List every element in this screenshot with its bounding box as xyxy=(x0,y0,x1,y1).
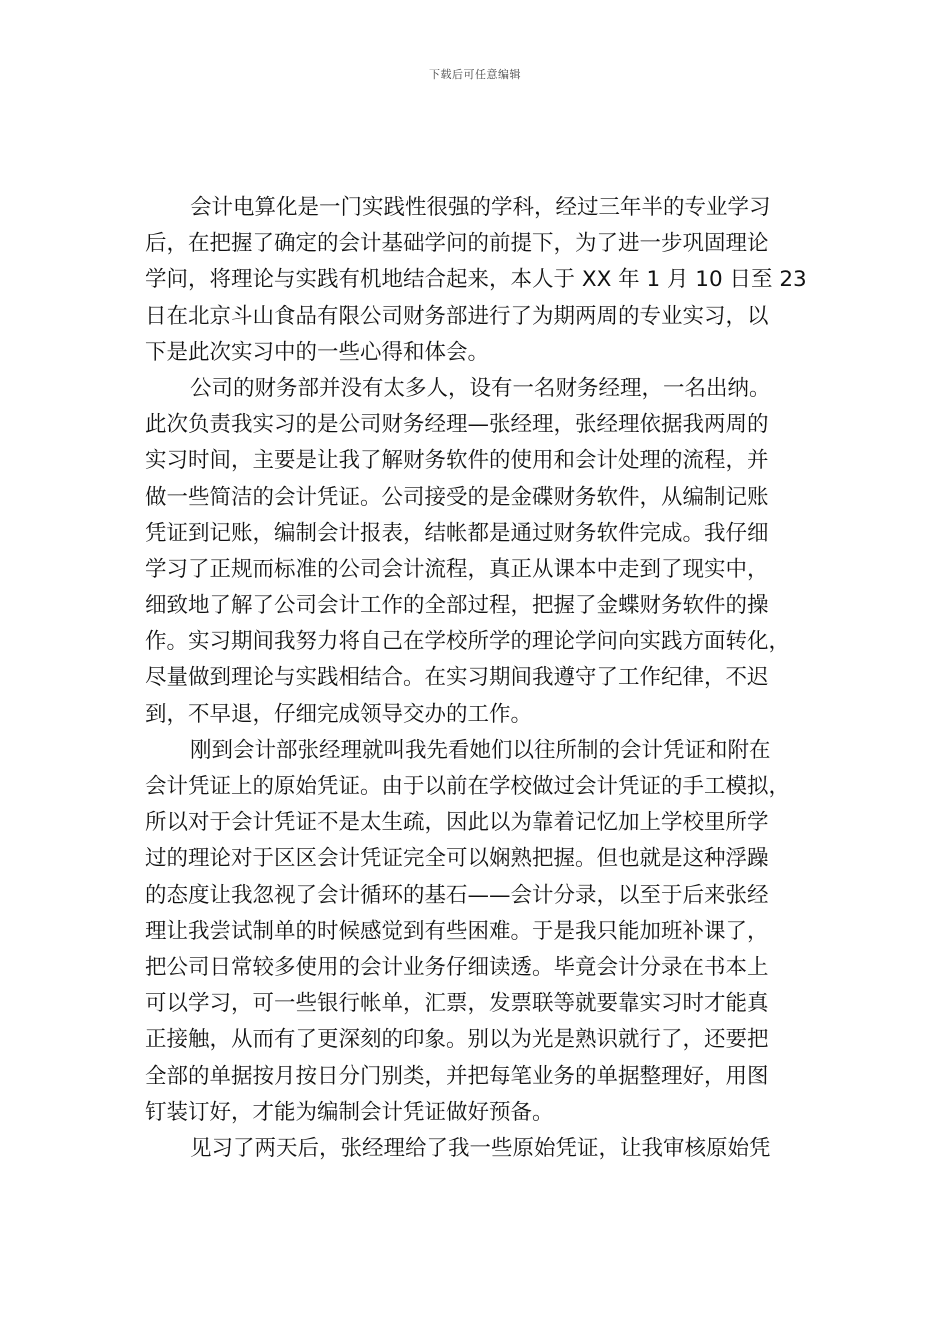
paragraph-4 xyxy=(145,1131,825,1167)
paragraph-line: 全部的单据按月按日分门别类，并把每笔业务的单据整理好，用图 xyxy=(145,1063,769,1089)
paragraph-line: 学问，将理论与实践有机地结合起来，本人于 XX 年 1 月 10 日至 23 xyxy=(145,267,807,293)
paragraph-line: 学习了正规而标准的公司会计流程，真正从课本中走到了现实中， xyxy=(145,556,769,582)
paragraph-line: 过的理论对于区区会计凭证完全可以娴熟把握。但也就是这种浮躁 xyxy=(145,846,769,872)
paragraph-line: 凭证到记账，编制会计报表，结帐都是通过财务软件完成。我仔细 xyxy=(145,520,769,546)
paragraph-line: 此次负责我实习的是公司财务经理—张经理，张经理依据我两周的 xyxy=(145,412,769,438)
paragraph-line: 见习了两天后，张经理给了我一些原始凭证，让我审核原始凭 xyxy=(190,1135,771,1161)
paragraph-line: 到，不早退，仔细完成领导交办的工作。 xyxy=(145,701,533,727)
paragraph-line: 做一些简洁的会计凭证。公司接受的是金碟财务软件，从编制记账 xyxy=(145,484,769,510)
paragraph-line: 所以对于会计凭证不是太生疏，因此以为靠着记忆加上学校里所学 xyxy=(145,810,769,836)
paragraph-line: 理让我尝试制单的时候感觉到有些困难。于是我只能加班补课了， xyxy=(145,918,769,944)
paragraph-line: 后，在把握了确定的会计基础学问的前提下，为了进一步巩固理论 xyxy=(145,231,769,257)
paragraph-3 xyxy=(145,733,825,1131)
paragraph-line: 刚到会计部张经理就叫我先看她们以往所制的会计凭证和附在 xyxy=(190,737,771,763)
paragraph-line: 把公司日常较多使用的会计业务仔细读透。毕竟会计分录在书本上 xyxy=(145,954,769,980)
paragraph-1 xyxy=(145,190,825,371)
paragraph-line: 可以学习，可一些银行帐单，汇票，发票联等就要靠实习时才能真 xyxy=(145,991,769,1017)
document-body xyxy=(145,190,825,1167)
paragraph-line: 下是此次实习中的一些心得和体会。 xyxy=(145,339,490,365)
paragraph-line: 的态度让我忽视了会计循环的基石——会计分录，以至于后来张经 xyxy=(145,882,769,908)
paragraph-line: 钉装订好，才能为编制会计凭证做好预备。 xyxy=(145,1099,554,1125)
paragraph-line: 公司的财务部并没有太多人，设有一名财务经理，一名出纳。 xyxy=(190,375,771,401)
paragraph-line: 尽量做到理论与实践相结合。在实习期间我遵守了工作纪律，不迟 xyxy=(145,665,769,691)
paragraph-line: 会计凭证上的原始凭证。由于以前在学校做过会计凭证的手工模拟， xyxy=(145,774,791,799)
paragraph-line: 细致地了解了公司会计工作的全部过程，把握了金蝶财务软件的操 xyxy=(145,593,769,619)
paragraph-line: 实习时间，主要是让我了解财务软件的使用和会计处理的流程，并 xyxy=(145,448,769,474)
page-header: 下载后可任意编辑 xyxy=(429,68,521,81)
paragraph-line: 会计电算化是一门实践性很强的学科，经过三年半的专业学习 xyxy=(190,195,771,220)
paragraph-2 xyxy=(145,371,825,733)
paragraph-line: 日在北京斗山食品有限公司财务部进行了为期两周的专业实习，以 xyxy=(145,303,769,329)
paragraph-line: 正接触，从而有了更深刻的印象。别以为光是熟识就行了，还要把 xyxy=(145,1027,769,1053)
paragraph-line: 作。实习期间我努力将自己在学校所学的理论学问向实践方面转化， xyxy=(145,629,791,655)
